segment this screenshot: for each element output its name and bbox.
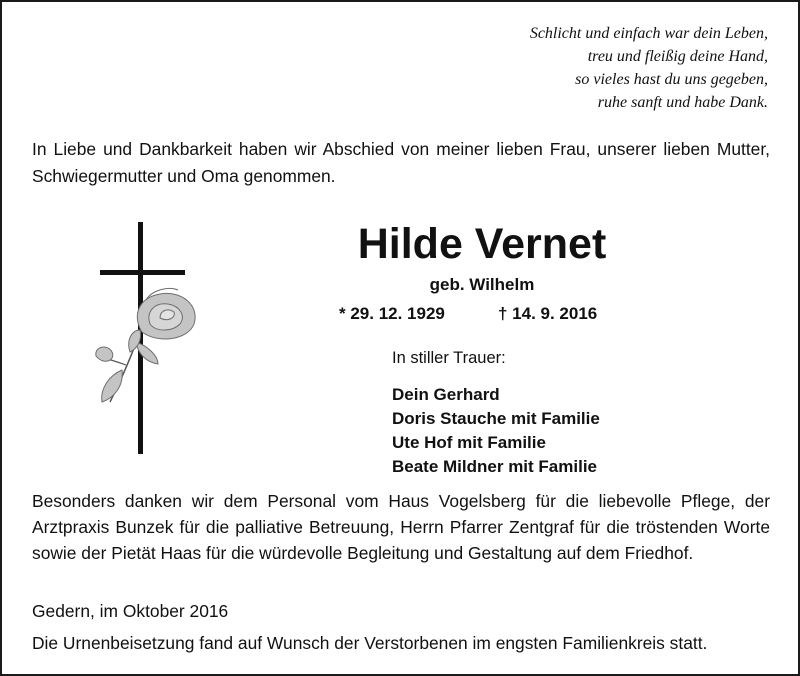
death-date: † 14. 9. 2016: [498, 304, 598, 323]
cross-icon: [82, 220, 232, 460]
mourner-name: Dein Gerhard: [392, 385, 500, 404]
mourner-name: Beate Mildner mit Familie: [392, 457, 597, 476]
mourner-name: Ute Hof mit Familie: [392, 433, 546, 452]
memorial-poem: [530, 22, 768, 114]
intro-text: In Liebe und Dankbarkeit haben wir Abschied von meiner lieben Frau, unserer lieben Mutter, Schwiegermutter und Oma genommen.: [32, 139, 770, 186]
poem-line: Schlicht und einfach war dein Leben,: [529, 25, 768, 42]
poem-line: treu und fleißig deine Hand,: [587, 48, 768, 65]
mourning-label: In stiller Trauer:: [392, 349, 506, 367]
poem-line: so vieles hast du uns gegeben,: [575, 71, 768, 88]
rose-icon: [96, 288, 195, 402]
place-date: Gedern, im Oktober 2016: [32, 601, 229, 621]
mourner-name: Doris Stauche mit Familie: [392, 409, 600, 428]
mourners-list: [392, 383, 600, 479]
poem-line: ruhe sanft und habe Dank.: [597, 94, 768, 111]
maiden-name: geb. Wilhelm: [429, 275, 535, 294]
burial-note: Die Urnenbeisetzung fand auf Wunsch der Verstorbenen im engsten Familienkreis statt.: [32, 633, 708, 653]
birth-date: * 29. 12. 1929: [339, 304, 445, 323]
thanks-text: Besonders danken wir dem Personal vom Haus Vogelsberg für die liebevolle Pflege, der Arztpraxis Bunzek für die palliative Betreuung, Herrn Pfarrer Zentgraf für die tröstenden Worte sowie der Pietät Haas für die würdevolle Begleitung und Gestaltung auf dem Friedhof.: [32, 491, 770, 563]
deceased-name: Hilde Vernet: [357, 220, 607, 268]
